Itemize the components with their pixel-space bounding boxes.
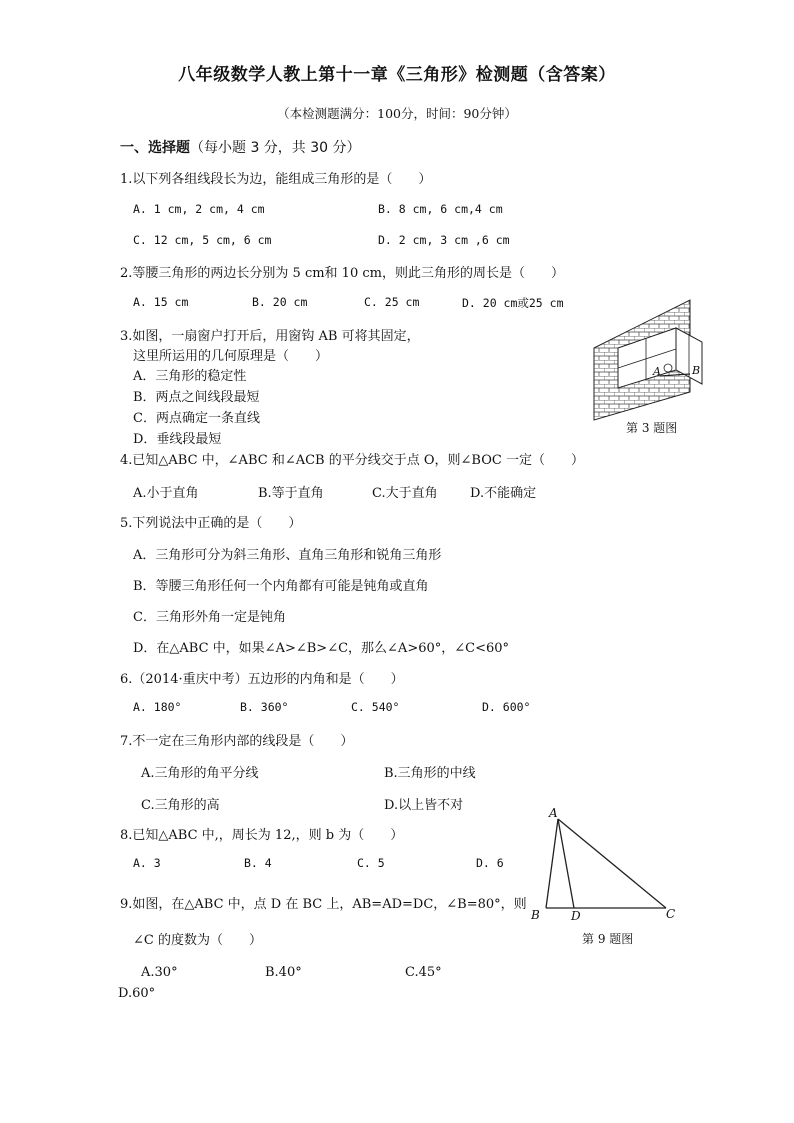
question-3-option-d: D．垂线段最短 bbox=[133, 432, 222, 447]
fig9-label-a: A bbox=[549, 806, 558, 820]
question-9-stem-line1: 9.如图，在△ABC 中，点 D 在 BC 上，AB=AD=DC，∠B=80°，则 bbox=[120, 897, 527, 912]
question-9-option-d: D.60° bbox=[118, 986, 156, 1001]
question-2-option-a: A. 15 cm bbox=[133, 295, 189, 309]
question-3-stem-line1: 3.如图，一扇窗户打开后，用窗钩 AB 可将其固定， bbox=[120, 329, 420, 344]
question-6-option-b: B. 360° bbox=[240, 700, 289, 714]
question-1-stem: 1.以下列各组线段长为边，能组成三角形的是（ ） bbox=[120, 172, 432, 187]
question-8-option-b: B. 4 bbox=[244, 856, 272, 870]
fig9-label-c: C bbox=[666, 907, 676, 921]
question-4-option-a: A.小于直角 bbox=[133, 486, 199, 501]
question-4-stem: 4.已知△ABC 中，∠ABC 和∠ACB 的平分线交于点 O，则∠BOC 一定（ ） bbox=[120, 453, 584, 468]
question-2-option-c: C. 25 cm bbox=[364, 295, 420, 309]
question-6-stem: 6.（2014·重庆中考）五边形的内角和是（ ） bbox=[120, 672, 404, 687]
question-8-option-a: A. 3 bbox=[133, 856, 161, 870]
question-9-stem-line2: ∠C 的度数为（ ） bbox=[133, 933, 262, 948]
triangle-figure bbox=[540, 815, 670, 913]
fig9-caption: 第 9 题图 bbox=[582, 932, 634, 946]
fig3-caption: 第 3 题图 bbox=[626, 421, 678, 435]
question-4-option-d: D.不能确定 bbox=[470, 486, 537, 501]
question-3-stem-line2: 这里所运用的几何原理是（ ） bbox=[133, 349, 329, 364]
question-8-option-d: D. 6 bbox=[476, 856, 504, 870]
question-7-option-d: D.以上皆不对 bbox=[384, 798, 464, 813]
page-title: 八年级数学人教上第十一章《三角形》检测题（含答案） bbox=[178, 65, 616, 85]
question-1-option-a: A. 1 cm, 2 cm, 4 cm bbox=[133, 202, 265, 216]
page-subtitle: （本检测题满分：100分，时间：90分钟） bbox=[277, 106, 517, 121]
question-5-option-d: D．在△ABC 中，如果∠A>∠B>∠C，那么∠A>60°，∠C<60° bbox=[133, 641, 510, 656]
question-9-option-a: A.30° bbox=[141, 965, 178, 980]
question-6-option-a: A. 180° bbox=[133, 700, 182, 714]
question-9-option-c: C.45° bbox=[405, 965, 442, 980]
question-1-option-c: C. 12 cm, 5 cm, 6 cm bbox=[133, 233, 272, 247]
segment-ab bbox=[546, 819, 558, 908]
question-6-option-d: D. 600° bbox=[482, 700, 531, 714]
question-8-stem: 8.已知△ABC 中,，周长为 12,，则 b 为（ ） bbox=[120, 828, 404, 843]
question-3-option-c: C．两点确定一条直线 bbox=[133, 411, 260, 426]
question-5-stem: 5.下列说法中正确的是（ ） bbox=[120, 516, 302, 531]
section-note: （每小题 3 分，共 30 分） bbox=[190, 140, 361, 156]
question-5-option-b: B．等腰三角形任何一个内角都有可能是钝角或直角 bbox=[133, 579, 429, 594]
segment-ac bbox=[558, 819, 666, 908]
question-5-option-a: A．三角形可分为斜三角形、直角三角形和锐角三角形 bbox=[133, 548, 442, 563]
question-6-option-c: C. 540° bbox=[351, 700, 400, 714]
fig3-label-a: A bbox=[653, 365, 661, 378]
question-1-option-b: B. 8 cm, 6 cm,4 cm bbox=[378, 202, 503, 216]
question-2-stem: 2.等腰三角形的两边长分别为 5 cm和 10 cm，则此三角形的周长是（ ） bbox=[120, 266, 564, 281]
question-4-option-b: B.等于直角 bbox=[258, 486, 324, 501]
fig9-label-d: D bbox=[571, 909, 581, 923]
question-7-stem: 7.不一定在三角形内部的线段是（ ） bbox=[120, 734, 354, 749]
fig9-label-b: B bbox=[531, 908, 540, 922]
section-heading bbox=[120, 137, 361, 157]
section-name: 一、选择题 bbox=[120, 140, 190, 156]
segment-ad bbox=[558, 819, 574, 908]
question-1-option-d: D. 2 cm, 3 cm ,6 cm bbox=[378, 233, 510, 247]
question-8-option-c: C. 5 bbox=[357, 856, 385, 870]
question-7-option-c: C.三角形的高 bbox=[141, 798, 220, 813]
question-9-option-b: B.40° bbox=[265, 965, 302, 980]
question-4-option-c: C.大于直角 bbox=[372, 486, 438, 501]
question-2-option-b: B. 20 cm bbox=[252, 295, 308, 309]
question-7-option-b: B.三角形的中线 bbox=[384, 766, 476, 781]
window-figure bbox=[594, 296, 694, 420]
question-7-option-a: A.三角形的角平分线 bbox=[141, 766, 259, 781]
question-3-option-b: B．两点之间线段最短 bbox=[133, 390, 260, 405]
question-5-option-c: C．三角形外角一定是钝角 bbox=[133, 610, 286, 625]
question-3-option-a: A．三角形的稳定性 bbox=[133, 369, 247, 384]
question-2-option-d: D. 20 cm或25 cm bbox=[462, 296, 564, 310]
fig3-label-b: B bbox=[692, 364, 701, 377]
